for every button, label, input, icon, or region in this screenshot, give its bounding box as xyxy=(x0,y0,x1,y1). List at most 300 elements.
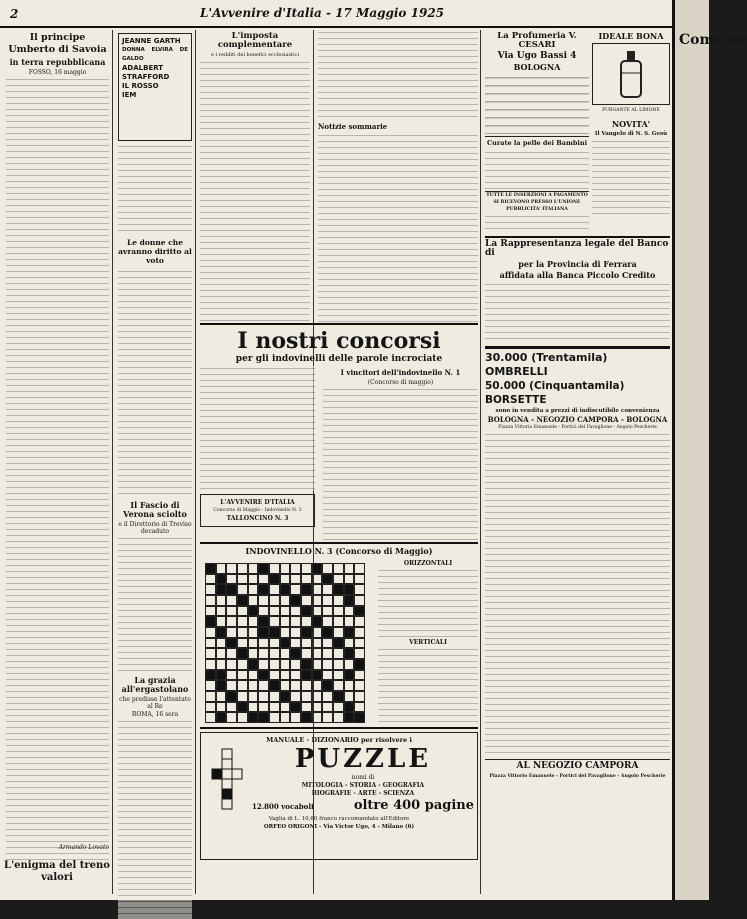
crossword-cell[interactable] xyxy=(205,574,216,585)
crossword-black-cell xyxy=(333,584,344,595)
manuale-nomi: nomi di xyxy=(351,774,375,781)
crossword-black-cell xyxy=(290,702,301,713)
profumeria-ad[interactable] xyxy=(485,30,589,232)
contest-subtitle: per gli indovinelli delle parole incrociate xyxy=(235,354,443,364)
crossword-cell[interactable] xyxy=(344,680,355,691)
crossword-cell[interactable] xyxy=(322,670,333,681)
crossword-cell[interactable] xyxy=(312,606,323,617)
crossword-black-cell xyxy=(237,595,248,606)
crossword-cell[interactable] xyxy=(216,563,227,574)
crossword-cell[interactable] xyxy=(280,616,291,627)
banco-title: La Rappresentanza legale del Banco di xyxy=(485,239,669,258)
crossword-cell[interactable] xyxy=(312,691,323,702)
crossword-black-cell xyxy=(258,584,269,595)
crossword-cell[interactable] xyxy=(205,595,216,606)
cast-box xyxy=(118,33,192,141)
crossword-black-cell xyxy=(290,648,301,659)
manuale-topics: MITOLOGIA - STORIA - GEOGRAFIA xyxy=(301,782,425,789)
text-block xyxy=(485,214,589,232)
crossword-cell[interactable] xyxy=(216,595,227,606)
crossword-cell[interactable] xyxy=(333,702,344,713)
crossword-cell[interactable] xyxy=(344,616,355,627)
crossword-cell[interactable] xyxy=(226,659,237,670)
crossword-cell[interactable] xyxy=(322,606,333,617)
crossword-cell[interactable] xyxy=(290,606,301,617)
manuale-publisher: ORFEO ORIGONI - Via Victor Ugo, 4 - Milano (6) xyxy=(263,824,415,830)
crossword-black-cell xyxy=(322,574,333,585)
crossword-cell[interactable] xyxy=(354,670,365,681)
crossword-black-cell xyxy=(258,627,269,638)
crossword-cell[interactable] xyxy=(237,712,248,723)
crossword-cell[interactable] xyxy=(226,606,237,617)
crossword-cell[interactable] xyxy=(280,702,291,713)
crossword-cell[interactable] xyxy=(237,691,248,702)
crossword-cell[interactable] xyxy=(248,627,259,638)
coupon-box[interactable] xyxy=(200,494,315,527)
crossword-cell[interactable] xyxy=(301,680,312,691)
crossword-cell[interactable] xyxy=(226,670,237,681)
crossword-cell[interactable] xyxy=(226,712,237,723)
banco-subtitle-2: affidata alla Banca Piccolo Credito xyxy=(499,270,656,280)
crossword-cell[interactable] xyxy=(312,659,323,670)
text-block xyxy=(200,60,310,322)
crossword-cell[interactable] xyxy=(312,702,323,713)
dateline: FOSSO, 16 maggio xyxy=(28,69,87,76)
crossword-black-cell xyxy=(269,680,280,691)
crossword-cell[interactable] xyxy=(269,712,280,723)
text-block xyxy=(378,568,478,638)
crossword-cell[interactable] xyxy=(258,659,269,670)
crossword-cell[interactable] xyxy=(269,606,280,617)
crossword-black-cell xyxy=(312,616,323,627)
crossword-cell[interactable] xyxy=(237,659,248,670)
adjacent-page-text: Come ne xyxy=(679,32,747,48)
crossword-grid[interactable] xyxy=(205,563,365,723)
vangelo-title: Il Vangelo di N. S. Gesù xyxy=(594,131,668,137)
crossword-cell[interactable] xyxy=(237,606,248,617)
crossword-wrapper xyxy=(200,559,370,727)
contest-rules xyxy=(200,366,315,530)
crossword-cell[interactable] xyxy=(280,627,291,638)
crossword-illustration-icon xyxy=(204,745,252,815)
profumeria-address: Via Ugo Bassi 4 xyxy=(497,51,577,61)
crossword-cell[interactable] xyxy=(258,648,269,659)
profumeria-title: La Profumeria V. CESARI xyxy=(497,31,577,50)
clues xyxy=(378,559,478,727)
article-title-donne: Le donne che avranno diritto al voto xyxy=(118,238,192,265)
crossword-cell[interactable] xyxy=(226,563,237,574)
crossword-cell[interactable] xyxy=(280,563,291,574)
crossword-cell[interactable] xyxy=(248,563,259,574)
crossword-cell[interactable] xyxy=(354,702,365,713)
crossword-cell[interactable] xyxy=(322,648,333,659)
crossword-cell[interactable] xyxy=(322,712,333,723)
crossword-cell[interactable] xyxy=(258,680,269,691)
crossword-cell[interactable] xyxy=(248,691,259,702)
crossword-cell[interactable] xyxy=(322,563,333,574)
crossword-black-cell xyxy=(258,670,269,681)
crossword-black-cell xyxy=(237,648,248,659)
crossword-cell[interactable] xyxy=(322,691,333,702)
coupon-text: Concorso di Maggio - Indovinello N. 3 xyxy=(213,508,302,513)
inserzioni-notice: TUTTE LE INSERZIONI A PAGAMENTO SI RICEVONO PRESSO L'UNIONE PUBBLICITA' ITALIANA xyxy=(486,193,588,212)
crossword-cell[interactable] xyxy=(216,691,227,702)
crossword-cell[interactable] xyxy=(216,659,227,670)
crossword-cell[interactable] xyxy=(344,606,355,617)
crossword-cell[interactable] xyxy=(248,584,259,595)
crossword-cell[interactable] xyxy=(301,616,312,627)
curate-title: Curate la pelle dei Bambini xyxy=(485,136,589,148)
crossword-cell[interactable] xyxy=(322,616,333,627)
campora-ad[interactable] xyxy=(485,346,670,780)
profumeria-city: BOLOGNA xyxy=(513,62,561,72)
crossword-black-cell xyxy=(344,648,355,659)
crossword-cell[interactable] xyxy=(248,648,259,659)
manuale-price: Vaglia di L. 10,60 franco raccomandato all'Editore xyxy=(268,816,410,822)
crossword-cell[interactable] xyxy=(205,680,216,691)
crossword-cell[interactable] xyxy=(248,638,259,649)
ideale-title: IDEALE BONA xyxy=(598,31,664,41)
text-block xyxy=(118,144,192,234)
coupon-head: L'AVVENIRE D'ITALIA xyxy=(220,499,295,506)
crossword-cell[interactable] xyxy=(290,691,301,702)
crossword-cell[interactable] xyxy=(301,691,312,702)
crossword-cell[interactable] xyxy=(354,638,365,649)
crossword-cell[interactable] xyxy=(258,606,269,617)
crossword-black-cell xyxy=(301,712,312,723)
crossword-black-cell xyxy=(333,691,344,702)
article-subtitle: e i redditi dei benefici ecclesiastici xyxy=(210,52,300,58)
column-3 xyxy=(200,30,478,900)
crossword-cell[interactable] xyxy=(205,691,216,702)
crossword-cell[interactable] xyxy=(216,616,227,627)
column-1 xyxy=(6,30,109,900)
novita-label: NOVITA' xyxy=(611,119,651,129)
crossword-cell[interactable] xyxy=(248,595,259,606)
crossword-cell[interactable] xyxy=(322,659,333,670)
crossword-cell[interactable] xyxy=(205,638,216,649)
campora-footer: AL NEGOZIO CAMPORA xyxy=(485,759,670,771)
crossword-black-cell xyxy=(205,563,216,574)
crossword-cell[interactable] xyxy=(280,574,291,585)
crossword-cell[interactable] xyxy=(237,680,248,691)
puzzle-illustration xyxy=(204,745,252,815)
negozio-address: Piazza Vittorio Emanuele - Portici del Pavaglione - Angolo Pescherie xyxy=(498,425,657,430)
crossword-cell[interactable] xyxy=(226,595,237,606)
bottle-icon xyxy=(616,49,646,99)
crossword-cell[interactable] xyxy=(322,595,333,606)
article-signature xyxy=(6,844,109,851)
crossword-cell[interactable] xyxy=(333,659,344,670)
crossword-cell[interactable] xyxy=(290,616,301,627)
crossword-cell[interactable] xyxy=(333,574,344,585)
crossword-cell[interactable] xyxy=(269,659,280,670)
crossword-cell[interactable] xyxy=(248,574,259,585)
crossword-cell[interactable] xyxy=(354,627,365,638)
crossword-black-cell xyxy=(333,638,344,649)
crossword-cell[interactable] xyxy=(312,648,323,659)
ideale-subtitle: PURGANTE AL LIMONE xyxy=(602,108,660,113)
crossword-cell[interactable] xyxy=(333,595,344,606)
manuale-ad[interactable] xyxy=(200,732,478,860)
crossword-cell[interactable] xyxy=(216,702,227,713)
crossword-black-cell xyxy=(290,595,301,606)
text-block xyxy=(485,150,589,190)
crossword-cell[interactable] xyxy=(237,563,248,574)
coupon-label: TALLONCINO N. 3 xyxy=(226,515,289,522)
crossword-black-cell xyxy=(344,584,355,595)
crossword-black-cell xyxy=(216,680,227,691)
crossword-cell[interactable] xyxy=(344,691,355,702)
crossword-black-cell xyxy=(216,574,227,585)
text-block xyxy=(118,536,192,674)
crossword-cell[interactable] xyxy=(280,595,291,606)
crossword-cell[interactable] xyxy=(354,595,365,606)
crossword-black-cell xyxy=(226,638,237,649)
crossword-cell[interactable] xyxy=(280,712,291,723)
crossword-cell[interactable] xyxy=(205,648,216,659)
crossword-cell[interactable] xyxy=(344,638,355,649)
crossword-cell[interactable] xyxy=(237,627,248,638)
article-subtitle: in terra repubblicana xyxy=(9,57,106,67)
masthead: L'Avvenire d'Italia - 17 Maggio 1925 xyxy=(200,6,445,20)
crossword-cell[interactable] xyxy=(354,648,365,659)
column-rule xyxy=(112,30,113,894)
crossword-cell[interactable] xyxy=(290,627,301,638)
crossword-cell[interactable] xyxy=(344,574,355,585)
crossword-black-cell xyxy=(248,659,259,670)
crossword-cell[interactable] xyxy=(290,712,301,723)
crossword-cell[interactable] xyxy=(269,563,280,574)
crossword-cell[interactable] xyxy=(205,627,216,638)
crossword-cell[interactable] xyxy=(216,638,227,649)
crossword-cell[interactable] xyxy=(205,606,216,617)
crossword-cell[interactable] xyxy=(248,680,259,691)
column-rule xyxy=(480,30,481,894)
crossword-cell[interactable] xyxy=(312,574,323,585)
article-title-grazia: La grazia all'ergastolano xyxy=(121,675,189,694)
crossword-cell[interactable] xyxy=(269,648,280,659)
crossword-black-cell xyxy=(312,670,323,681)
crossword-cell[interactable] xyxy=(248,670,259,681)
crossword-cell[interactable] xyxy=(269,584,280,595)
crossword-black-cell xyxy=(280,584,291,595)
winners-article xyxy=(323,366,478,542)
crossword-cell[interactable] xyxy=(301,648,312,659)
crossword-cell[interactable] xyxy=(205,584,216,595)
crossword-cell[interactable] xyxy=(333,712,344,723)
crossword-cell[interactable] xyxy=(216,606,227,617)
crossword-cell[interactable] xyxy=(301,574,312,585)
crossword-cell[interactable] xyxy=(322,584,333,595)
crossword-cell[interactable] xyxy=(354,680,365,691)
crossword-cell[interactable] xyxy=(333,627,344,638)
crossword-black-cell xyxy=(269,627,280,638)
crossword-cell[interactable] xyxy=(226,680,237,691)
crossword-cell[interactable] xyxy=(205,659,216,670)
crossword-cell[interactable] xyxy=(280,659,291,670)
crossword-black-cell xyxy=(354,659,365,670)
crossword-cell[interactable] xyxy=(354,563,365,574)
puzzle-title: INDOVINELLO N. 3 (Concorso di Maggio) xyxy=(245,546,433,556)
manuale-vocaboli: 12.800 vocaboli xyxy=(252,802,314,811)
article-title-fascio: Il Fascio di Verona sciolto xyxy=(123,500,187,519)
crossword-cell[interactable] xyxy=(269,702,280,713)
dateline: ROMA, 16 sera xyxy=(131,711,179,718)
text-block xyxy=(200,366,315,491)
crossword-black-cell xyxy=(280,638,291,649)
crossword-black-cell xyxy=(258,712,269,723)
column-rule xyxy=(195,30,196,894)
crossword-black-cell xyxy=(312,563,323,574)
crossword-cell[interactable] xyxy=(301,595,312,606)
crossword-black-cell xyxy=(301,606,312,617)
crossword-cell[interactable] xyxy=(269,638,280,649)
crossword-cell[interactable] xyxy=(226,702,237,713)
crossword-cell[interactable] xyxy=(226,627,237,638)
crossword-cell[interactable] xyxy=(312,627,323,638)
crossword-cell[interactable] xyxy=(269,616,280,627)
crossword-black-cell xyxy=(344,702,355,713)
crossword-cell[interactable] xyxy=(205,712,216,723)
text-block xyxy=(485,432,670,757)
crossword-cell[interactable] xyxy=(226,648,237,659)
crossword-cell[interactable] xyxy=(248,616,259,627)
crossword-cell[interactable] xyxy=(312,680,323,691)
banco-ad[interactable] xyxy=(485,236,670,342)
crossword-black-cell xyxy=(216,584,227,595)
article-title-notizie: Notizie sommarie xyxy=(318,122,388,131)
crossword-black-cell xyxy=(301,584,312,595)
crossword-black-cell xyxy=(301,670,312,681)
crossword-cell[interactable] xyxy=(333,563,344,574)
crossword-black-cell xyxy=(258,616,269,627)
crossword-cell[interactable] xyxy=(237,616,248,627)
crossword-black-cell xyxy=(354,606,365,617)
winners-title: I vincitori dell'indovinello N. 1 xyxy=(340,368,461,377)
crossword-cell[interactable] xyxy=(290,659,301,670)
text-block xyxy=(592,139,670,219)
column-4 xyxy=(485,30,670,900)
crossword-cell[interactable] xyxy=(333,616,344,627)
campora-footer-address: Piazza Vittorio Emanuele - Portici del Pavaglione - Angolo Pescherie xyxy=(489,774,666,779)
crossword-black-cell xyxy=(322,627,333,638)
page-header xyxy=(0,0,672,28)
crossword-black-cell xyxy=(354,712,365,723)
crossword-black-cell xyxy=(205,616,216,627)
crossword-black-cell xyxy=(226,691,237,702)
crossword-cell[interactable] xyxy=(354,616,365,627)
crossword-cell[interactable] xyxy=(290,563,301,574)
crossword-cell[interactable] xyxy=(333,670,344,681)
crossword-cell[interactable] xyxy=(301,638,312,649)
ideale-ad[interactable] xyxy=(592,30,670,232)
crossword-black-cell xyxy=(344,712,355,723)
crossword-cell[interactable] xyxy=(216,648,227,659)
crossword-cell[interactable] xyxy=(258,595,269,606)
crossword-cell[interactable] xyxy=(290,638,301,649)
crossword-cell[interactable] xyxy=(290,670,301,681)
manuale-big-title: PUZZLE xyxy=(294,744,432,774)
crossword-black-cell xyxy=(344,595,355,606)
crossword-cell[interactable] xyxy=(237,670,248,681)
crossword-cell[interactable] xyxy=(322,702,333,713)
winners-subtitle: (Concorso di maggio) xyxy=(367,379,434,386)
crossword-cell[interactable] xyxy=(290,574,301,585)
cast-name: IEM xyxy=(122,91,137,99)
article-title-treno: L'enigma del treno valori xyxy=(4,860,110,883)
crossword-cell[interactable] xyxy=(333,648,344,659)
article-title-umberto: Il principe Umberto di Savoia xyxy=(8,32,107,55)
crossword-cell[interactable] xyxy=(205,702,216,713)
crossword-cell[interactable] xyxy=(269,595,280,606)
crossword-cell[interactable] xyxy=(354,584,365,595)
crossword-cell[interactable] xyxy=(258,691,269,702)
crossword-cell[interactable] xyxy=(280,648,291,659)
text-block xyxy=(485,282,670,342)
crossword-cell[interactable] xyxy=(280,680,291,691)
crossword-cell[interactable] xyxy=(354,691,365,702)
crossword-cell[interactable] xyxy=(280,670,291,681)
crossword-black-cell xyxy=(216,670,227,681)
ideale-image xyxy=(592,43,670,105)
crossword-cell[interactable] xyxy=(344,563,355,574)
crossword-cell[interactable] xyxy=(354,574,365,585)
cast-name: ADALBERT xyxy=(122,64,164,72)
article-title-imposta: L'imposta complementare xyxy=(217,31,293,50)
crossword-cell[interactable] xyxy=(344,659,355,670)
crossword-cell[interactable] xyxy=(290,584,301,595)
crossword-black-cell xyxy=(344,670,355,681)
crossword-cell[interactable] xyxy=(258,638,269,649)
crossword-cell[interactable] xyxy=(312,595,323,606)
text-block xyxy=(485,74,589,134)
crossword-cell[interactable] xyxy=(312,584,323,595)
crossword-cell[interactable] xyxy=(312,712,323,723)
crossword-cell[interactable] xyxy=(226,616,237,627)
crossword-cell[interactable] xyxy=(269,670,280,681)
crossword-cell[interactable] xyxy=(269,691,280,702)
crossword-cell[interactable] xyxy=(333,606,344,617)
crossword-cell[interactable] xyxy=(312,638,323,649)
crossword-cell[interactable] xyxy=(258,574,269,585)
crossword-black-cell xyxy=(269,574,280,585)
crossword-cell[interactable] xyxy=(290,680,301,691)
crossword-cell[interactable] xyxy=(333,680,344,691)
column-2 xyxy=(118,30,192,900)
page-number: 2 xyxy=(10,7,19,21)
crossword-cell[interactable] xyxy=(301,702,312,713)
crossword-cell[interactable] xyxy=(237,574,248,585)
borsette-headline: 50.000 (Cinquantamila) BORSETTE xyxy=(485,380,625,406)
manuale-pages: oltre 400 pagine xyxy=(353,798,474,813)
clues-horizontal-heading: ORIZZONTALI xyxy=(403,560,453,567)
crossword-cell[interactable] xyxy=(301,563,312,574)
crossword-cell[interactable] xyxy=(237,638,248,649)
article-body-filler xyxy=(6,77,109,877)
crossword-cell[interactable] xyxy=(248,702,259,713)
crossword-cell[interactable] xyxy=(258,702,269,713)
crossword-cell[interactable] xyxy=(280,606,291,617)
cast-name: DONNA ELVIRA DE GALDO xyxy=(122,47,188,62)
crossword-black-cell xyxy=(258,563,269,574)
crossword-cell[interactable] xyxy=(322,638,333,649)
cast-name: STRAFFORD xyxy=(122,73,170,81)
manuale-topics-2: BIOGRAFIE - ARTE - SCIENZA xyxy=(311,790,415,797)
crossword-cell[interactable] xyxy=(226,574,237,585)
crossword-cell[interactable] xyxy=(237,584,248,595)
negozio-name: BOLOGNA - NEGOZIO CAMPORA - BOLOGNA xyxy=(487,415,668,424)
